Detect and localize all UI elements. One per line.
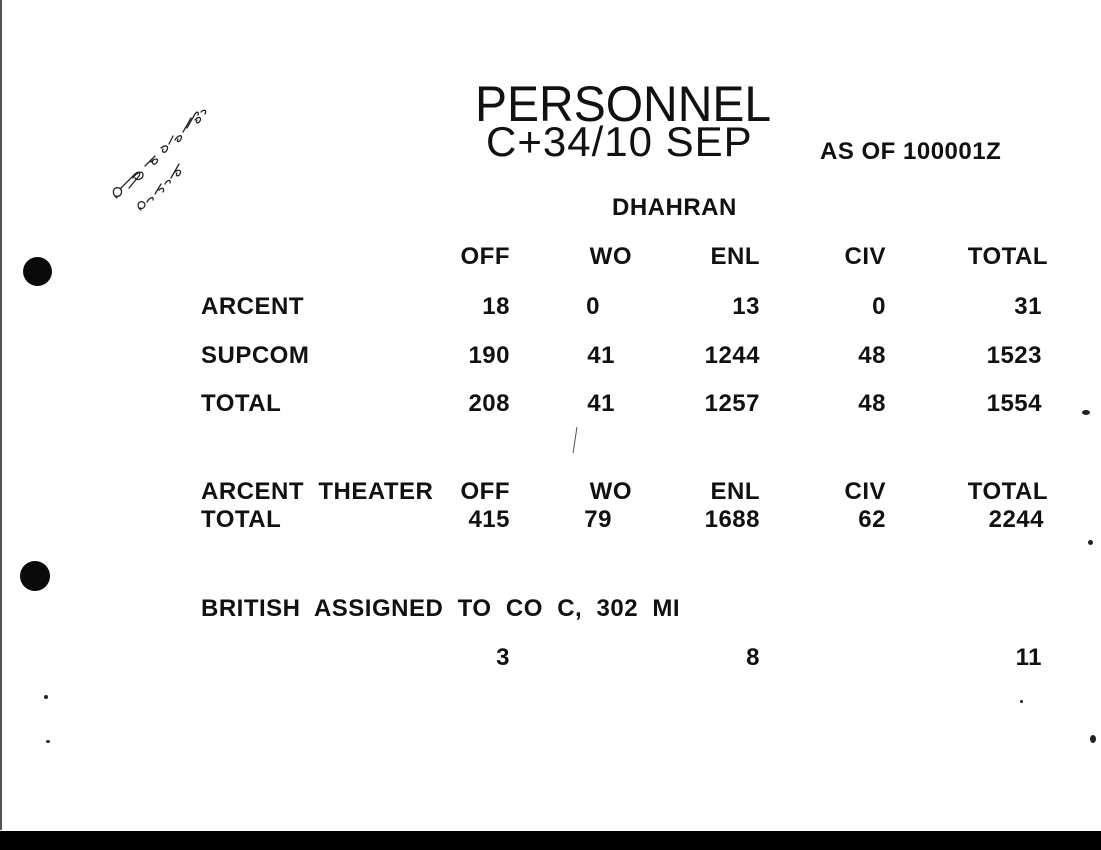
row-label: TOTAL: [201, 390, 282, 417]
theater-total: 2244: [988, 506, 1044, 533]
cell-wo: 41: [587, 342, 615, 369]
left-edge-rule: [0, 0, 2, 830]
column-header-civ: CIV: [844, 243, 886, 270]
theater-header-civ: CIV: [844, 478, 886, 505]
row-label: ARCENT: [201, 293, 304, 320]
cell-civ: 48: [858, 342, 886, 369]
cell-off: 208: [468, 390, 510, 417]
page-title: PERSONNEL: [475, 76, 772, 132]
cell-wo: 41: [587, 390, 615, 417]
bottom-border: [0, 831, 1101, 850]
british-off: 3: [496, 644, 510, 671]
scan-speck: [1020, 700, 1023, 703]
location-label: DHAHRAN: [612, 194, 737, 221]
theater-off: 415: [468, 506, 510, 533]
theater-label: ARCENT THEATER: [201, 478, 434, 505]
binder-hole-top: [23, 257, 52, 286]
scan-speck: [1082, 410, 1090, 415]
row-label: SUPCOM: [201, 342, 310, 369]
british-enl: 8: [746, 644, 760, 671]
theater-total-label: TOTAL: [201, 506, 282, 533]
cell-civ: 0: [872, 293, 886, 320]
handwritten-note: [95, 70, 215, 220]
theater-header-total: TOTAL: [967, 478, 1048, 505]
cell-civ: 48: [858, 390, 886, 417]
cell-enl: 1257: [704, 390, 760, 417]
column-header-wo: WO: [589, 243, 632, 270]
column-header-total: TOTAL: [967, 243, 1048, 270]
cell-total: 31: [1014, 293, 1042, 320]
cell-off: 190: [468, 342, 510, 369]
pencil-mark: [570, 425, 580, 455]
as-of-label: AS OF 100001Z: [820, 138, 1002, 165]
binder-hole-bottom: [20, 561, 50, 591]
scan-speck: [1088, 540, 1093, 545]
theater-header-wo: WO: [589, 478, 632, 505]
column-header-off: OFF: [460, 243, 510, 270]
page-subtitle: C+34/10 SEP: [486, 118, 753, 165]
cell-enl: 13: [732, 293, 760, 320]
cell-enl: 1244: [704, 342, 760, 369]
cell-off: 18: [482, 293, 510, 320]
theater-enl: 1688: [704, 506, 760, 533]
cell-total: 1523: [986, 342, 1042, 369]
cell-total: 1554: [986, 390, 1042, 417]
theater-header-enl: ENL: [710, 478, 760, 505]
british-total: 11: [1015, 644, 1042, 671]
scan-speck: [46, 740, 50, 743]
theater-civ: 62: [858, 506, 886, 533]
theater-header-off: OFF: [460, 478, 510, 505]
scan-speck: [44, 695, 48, 699]
british-label: BRITISH ASSIGNED TO CO C, 302 MI: [201, 595, 681, 622]
scan-speck: [1090, 735, 1096, 743]
theater-wo: 79: [584, 506, 612, 533]
cell-wo: 0: [586, 293, 600, 320]
column-header-enl: ENL: [710, 243, 760, 270]
